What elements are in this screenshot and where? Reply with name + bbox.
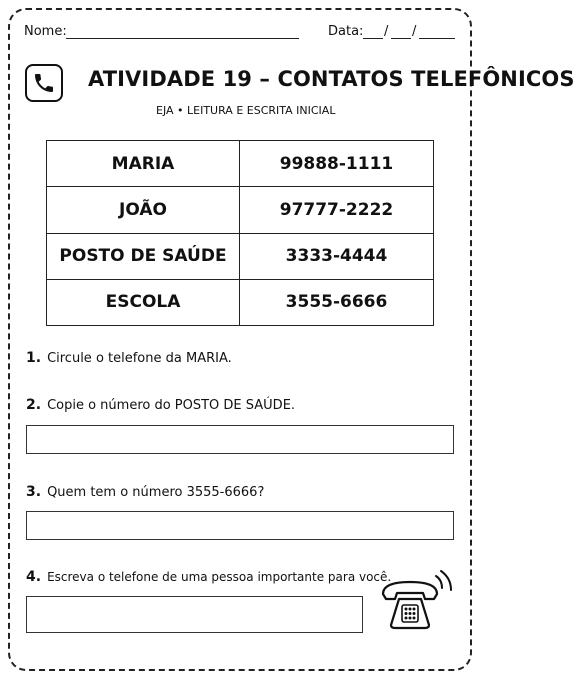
contact-name: ESCOLA	[47, 279, 240, 325]
contact-phone[interactable]: 3555-6666	[240, 279, 434, 325]
date-day-field[interactable]	[363, 38, 383, 39]
date-month-field[interactable]	[391, 38, 411, 39]
contact-phone[interactable]: 3333-4444	[240, 233, 434, 279]
name-field[interactable]	[66, 38, 299, 39]
question-number: 3.	[26, 484, 42, 500]
contact-phone[interactable]: 97777-2222	[240, 187, 434, 233]
question-number: 2.	[26, 397, 42, 413]
page-subtitle: EJA • LEITURA E ESCRITA INICIAL	[156, 104, 336, 117]
date-separator: /	[384, 24, 389, 39]
question-number: 1.	[26, 350, 42, 366]
contact-name: POSTO DE SAÚDE	[47, 233, 240, 279]
contact-name: JOÃO	[47, 187, 240, 233]
contact-name: MARIA	[47, 141, 240, 187]
question-3	[26, 484, 264, 500]
phone-handset-icon	[32, 71, 56, 95]
question-text: Quem tem o número 3555-6666?	[47, 485, 265, 500]
table-row	[47, 233, 434, 279]
date-label: Data:	[328, 24, 364, 39]
date-year-field[interactable]	[419, 38, 455, 39]
answer-box-4[interactable]	[26, 596, 363, 633]
name-label: Nome:	[24, 24, 67, 39]
date-separator: /	[412, 24, 417, 39]
question-4	[26, 569, 391, 585]
question-text: Escreva o telefone de uma pessoa importante para você.	[47, 570, 392, 584]
table-row	[47, 187, 434, 233]
answer-box-2[interactable]	[26, 425, 454, 454]
contact-phone[interactable]: 99888-1111	[240, 141, 434, 187]
table-row	[47, 141, 434, 187]
question-1	[26, 350, 232, 366]
question-number: 4.	[26, 569, 42, 585]
question-text: Copie o número do POSTO DE SAÚDE.	[47, 398, 296, 413]
contacts-table	[46, 140, 434, 326]
question-text: Circule o telefone da MARIA.	[47, 351, 232, 366]
phone-icon-box	[25, 64, 63, 102]
answer-box-3[interactable]	[26, 511, 454, 540]
question-2	[26, 397, 295, 413]
table-row	[47, 279, 434, 325]
ringing-desk-telephone-icon	[380, 568, 460, 634]
page-title: ATIVIDADE 19 – CONTATOS TELEFÔNICOS	[88, 67, 575, 91]
